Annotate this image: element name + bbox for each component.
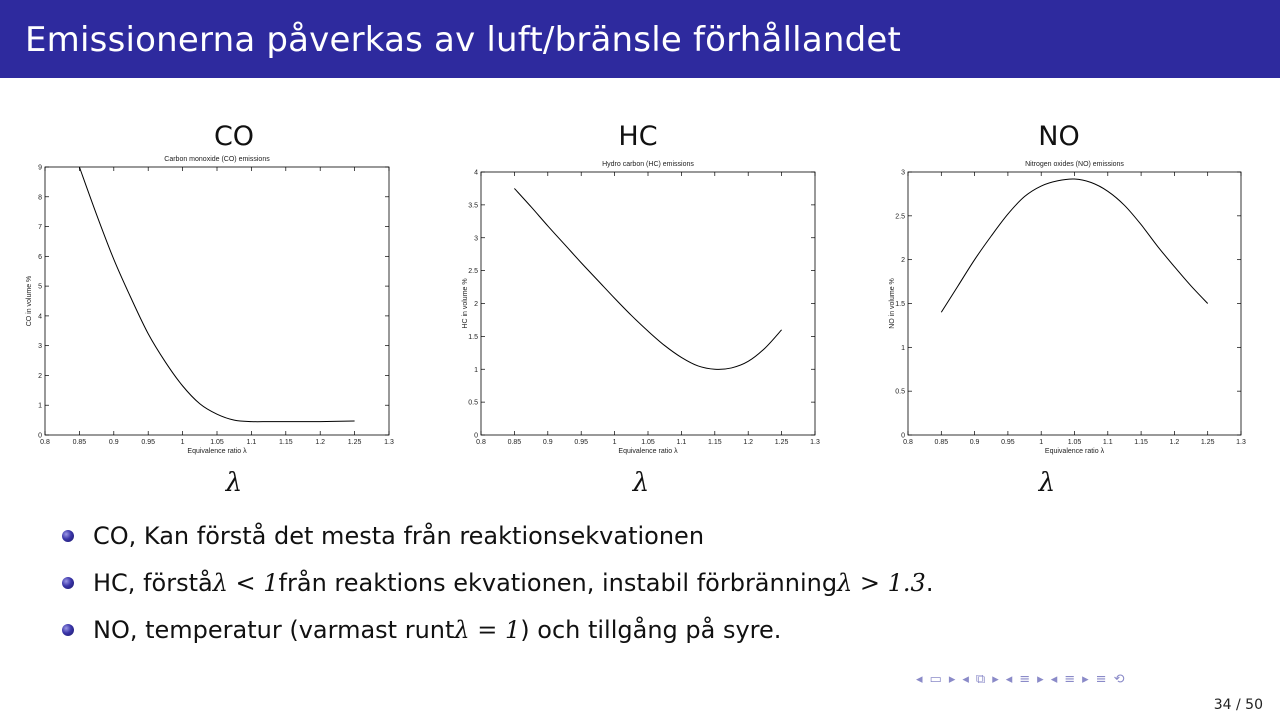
chart-1-x-tick-label: 1.05 — [210, 439, 224, 446]
lambda-label-no: λ — [1038, 468, 1056, 498]
chart-1-x-tick-label: 1.2 — [315, 439, 326, 446]
nav-slide-icon[interactable]: ≡ — [1064, 672, 1077, 687]
chart-2-x-tick-label: 0.9 — [542, 439, 553, 446]
chart-2-x-axis-label: Equivalence ratio λ — [618, 448, 678, 455]
chart-1-y-tick-label: 7 — [38, 224, 42, 232]
chart-3-x-tick-label: 1.1 — [1102, 439, 1113, 446]
chart-3-y-tick-label: 0 — [901, 432, 905, 440]
chart-1-x-tick-label: 1.15 — [278, 439, 293, 446]
bullet-list — [62, 512, 933, 653]
nav-outline-icon[interactable]: ≡ — [1095, 672, 1108, 687]
chart-2-y-tick-label: 3.5 — [468, 202, 478, 210]
bullet-item-3 — [62, 606, 933, 653]
bullet-dot-icon — [62, 624, 74, 636]
chart-3-x-tick-label: 1.2 — [1169, 439, 1180, 446]
lambda-label-hc: λ — [632, 468, 650, 498]
slide-title: Emissionerna påverkas av luft/bränsle förhållandet — [25, 20, 902, 60]
page-number — [1214, 697, 1263, 713]
chart-3-y-tick-label: 2.5 — [895, 213, 905, 221]
chart-2-y-tick-label: 3 — [474, 235, 478, 243]
nav-next-slide-icon[interactable]: ▸ — [1082, 672, 1090, 687]
chart-2-x-tick-label: 1.25 — [774, 439, 789, 446]
chart-3-y-tick-label: 3 — [901, 169, 905, 177]
chart-2-x-tick-label: 1.15 — [707, 439, 722, 446]
page-current: 34 — [1213, 697, 1232, 713]
bullet-text: HC, förstå — [93, 568, 213, 597]
bullet-dot-icon — [62, 530, 74, 542]
chart-3-title: Nitrogen oxides (NO) emissions — [1025, 161, 1124, 168]
plot-label-hc: HC — [618, 121, 658, 152]
chart-2-title: Hydro carbon (HC) emissions — [602, 161, 694, 168]
chart-2-y-tick-label: 1 — [474, 366, 478, 374]
chart-1-y-tick-label: 3 — [38, 343, 42, 351]
chart-1-x-tick-label: 0.8 — [40, 439, 50, 446]
chart-1-y-tick-label: 6 — [38, 253, 42, 261]
chart-2-y-tick-label: 4 — [474, 169, 478, 177]
lambda-label-co: λ — [225, 468, 243, 498]
chart-3-x-tick-label: 0.9 — [969, 439, 980, 446]
bullet-dot-icon — [62, 577, 74, 589]
chart-3-x-axis-label: Equivalence ratio λ — [1044, 448, 1105, 455]
chart-1-x-tick-label: 1.3 — [384, 439, 394, 446]
chart-1-y-tick-label: 8 — [38, 194, 42, 202]
beamer-navigation-bar — [916, 672, 1131, 687]
chart-1-x-tick-label: 1.1 — [246, 439, 257, 446]
chart-3-x-tick-label: 1.25 — [1200, 439, 1215, 446]
chart-2-y-tick-label: 1.5 — [468, 333, 478, 341]
bullet-text: från reaktions ekvationen, instabil förbränning — [278, 568, 838, 597]
chart-2-series-line — [514, 188, 781, 369]
bullet-text: NO, temperatur (varmast runt — [93, 615, 455, 644]
chart-1-y-axis-label: CO in volume % — [26, 275, 33, 327]
bullet-math: λ > 1.3 — [837, 568, 926, 597]
plot-label-no: NO — [1038, 121, 1080, 152]
nav-frame-icon[interactable]: ▭ — [929, 672, 943, 687]
bullet-math: λ = 1 — [454, 615, 521, 644]
chart-3-x-tick-label: 0.85 — [934, 439, 949, 446]
chart-1-y-tick-label: 1 — [38, 402, 42, 410]
chart-3-x-tick-label: 0.95 — [1001, 439, 1015, 446]
chart-1-x-tick-label: 0.9 — [108, 439, 119, 446]
nav-prev-slide-icon[interactable]: ◂ — [1050, 672, 1059, 687]
nav-section-icon[interactable]: ≡ — [1019, 672, 1032, 687]
chart-3-x-tick-label: 0.8 — [903, 439, 913, 446]
chart-3-series-line — [941, 179, 1207, 312]
chart-1-y-tick-label: 0 — [38, 432, 42, 440]
chart-1-title: Carbon monoxide (CO) emissions — [164, 156, 270, 163]
chart-1-y-tick-label: 2 — [38, 372, 42, 380]
chart-1-axes-box — [45, 167, 389, 435]
chart-2-x-tick-label: 0.8 — [476, 439, 486, 446]
nav-prev-subsection-icon[interactable]: ◂ — [962, 672, 970, 687]
nav-prev-frame-icon[interactable]: ◂ — [916, 672, 924, 687]
nav-next-section-icon[interactable]: ▸ — [1037, 672, 1045, 687]
nav-search-icon[interactable]: ⟲ — [1113, 672, 1126, 687]
chart-1-x-tick-label: 0.85 — [72, 439, 87, 446]
bullet-text: CO, Kan förstå det mesta från reaktionsekvationen — [93, 521, 705, 550]
bullet-item-1 — [62, 512, 933, 559]
chart-3-y-tick-label: 1.5 — [895, 301, 905, 308]
chart-2-y-tick-label: 2 — [474, 301, 478, 308]
chart-3-y-axis-label: NO in volume % — [889, 278, 896, 329]
chart-2-y-tick-label: 0.5 — [468, 399, 478, 407]
chart-1-x-tick-label: 1.25 — [347, 439, 362, 446]
bullet-text: . — [925, 568, 934, 597]
chart-3-axes-box — [908, 172, 1241, 435]
nav-next-frame-icon[interactable]: ▸ — [948, 672, 957, 687]
nav-prev-section-icon[interactable]: ◂ — [1005, 672, 1014, 687]
bullet-text: ) och tillgång på syre. — [520, 615, 782, 644]
chart-2-axes-box — [481, 172, 815, 435]
chart-3-y-tick-label: 1 — [901, 344, 905, 352]
plot-label-co: CO — [213, 121, 255, 152]
chart-2-x-tick-label: 1 — [612, 439, 617, 446]
chart-2-x-tick-label: 1.2 — [743, 439, 754, 446]
nav-next-subsection-icon[interactable]: ▸ — [992, 672, 1000, 687]
chart-2-y-tick-label: 2.5 — [468, 268, 478, 276]
chart-2-x-tick-label: 1.05 — [641, 439, 655, 446]
chart-3-y-tick-label: 0.5 — [895, 388, 905, 396]
chart-2-x-tick-label: 0.85 — [507, 439, 522, 446]
chart-1-y-tick-label: 5 — [38, 283, 42, 291]
chart-1-series-line — [79, 167, 354, 422]
page-separator: / — [1236, 697, 1241, 713]
chart-2-x-tick-label: 1.1 — [676, 439, 687, 446]
chart-1-x-tick-label: 0.95 — [141, 439, 156, 446]
bullet-math: λ < 1 — [212, 568, 279, 597]
chart-3-x-tick-label: 1.3 — [1236, 439, 1246, 446]
chart-2-x-tick-label: 0.95 — [574, 439, 589, 446]
chart-2-y-axis-label: HC in volume % — [462, 278, 469, 329]
page-total: 50 — [1245, 697, 1263, 713]
chart-3-x-tick-label: 1.05 — [1067, 439, 1082, 446]
chart-1-x-tick-label: 1 — [180, 439, 185, 446]
nav-subsection-icon[interactable]: ⧉ — [975, 672, 987, 687]
chart-2-x-tick-label: 1.3 — [810, 439, 820, 446]
chart-1-x-axis-label: Equivalence ratio λ — [187, 448, 247, 455]
bullet-item-2 — [62, 559, 933, 606]
chart-2-y-tick-label: 0 — [474, 432, 478, 440]
chart-1-y-tick-label: 4 — [38, 313, 42, 321]
chart-3-x-tick-label: 1 — [1039, 439, 1044, 446]
chart-3-y-tick-label: 2 — [901, 257, 905, 265]
chart-1-y-tick-label: 9 — [38, 164, 42, 172]
chart-3-x-tick-label: 1.15 — [1134, 439, 1148, 446]
